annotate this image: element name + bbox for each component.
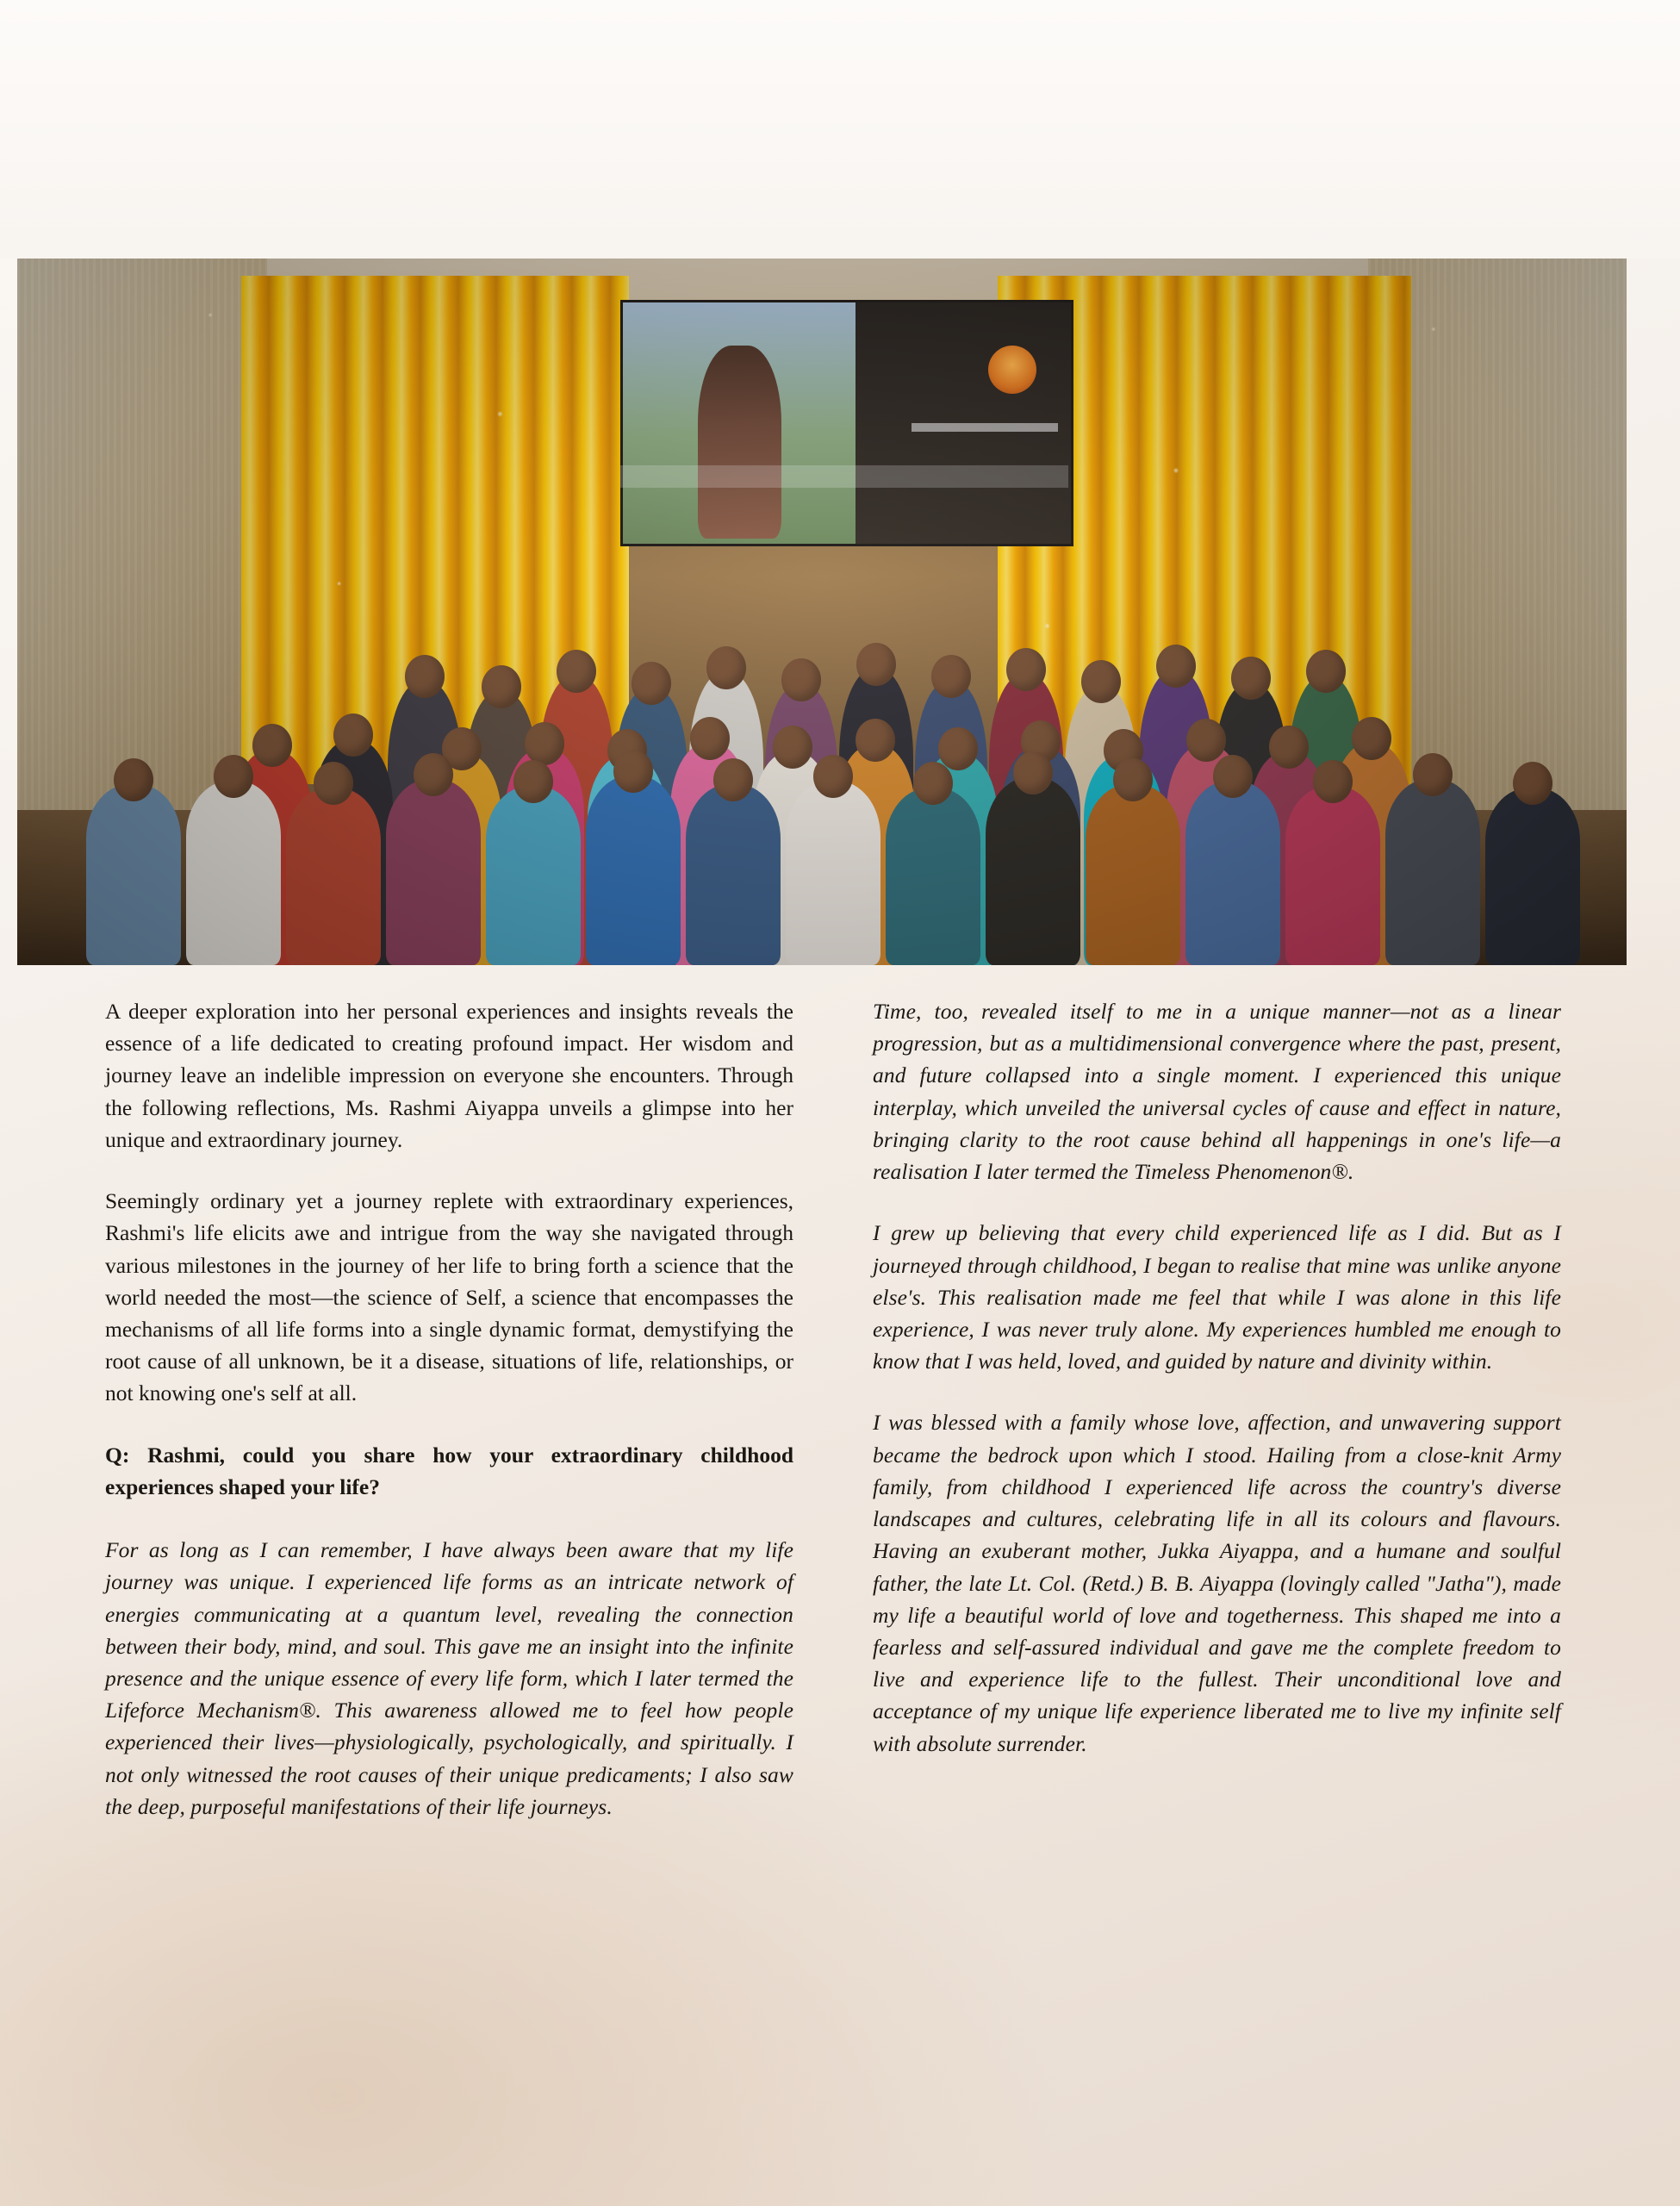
left-text-column: [105, 995, 793, 1852]
paragraph: I was blessed with a family whose love, affection, and unwavering support became the bedrock upon which I stood. Hailing from a close-knit Army family, from childhood I experienced life across the country's diverse landscapes and cultures, celebrating life in all its colours and flavours. Having an exuberant mother, Jukka Aiyappa, and a humane and soulful father, the late Lt. Col. (Retd.) B. B. Aiyappa (lovingly called "Jatha"), made my life a beautiful world of love and togetherness. This shaped me into a fearless and self-assured individual and gave me the complete freedom to live and experience life to the fullest. Their unconditional love and acceptance of my unique life experience liberated me to live my infinite self with absolute surrender.: [873, 1410, 1561, 1756]
paragraph: For as long as I can remember, I have always been aware that my life journey was unique. I experienced life forms as an intricate network of energies communicating at a quantum level, revealing the connection between their body, mind, and soul. This gave me an insight into the infinite presence and the unique essence of every life form, which I later termed the Lifeforce Mechanism®. This awareness allowed me to feel how people experienced their lives—physiologically, psychologically, and spiritually. I not only witnessed the root causes of their unique predicaments; I also saw the deep, purposeful manifestations of their life journeys.: [105, 1537, 793, 1819]
paragraph: I grew up believing that every child experienced life as I did. But as I journeyed through childhood, I began to realise that mine was unlike anyone else's. This realisation made me feel that while I was alone in this life experience, I was never truly alone. My experiences humbled me enough to know that I was held, loved, and guided by nature and divinity within.: [873, 1220, 1561, 1374]
paragraph: A deeper exploration into her personal experiences and insights reveals the essence of a life dedicated to creating profound impact. Her wisdom and journey leave an indelible impression on everyone she encounters. Through the following reflections, Ms. Rashmi Aiyappa unveils a glimpse into her unique and extraordinary journey.: [105, 999, 793, 1152]
article-body: [105, 995, 1561, 1852]
paragraph: Seemingly ordinary yet a journey replete with extraordinary experiences, Rashmi's life elicits awe and intrigue from the way she navigated through various milestones in the journey of her life to bring forth a science that the world needed the most—the science of Self, a science that encompasses the mechanisms of all life forms into a single dynamic format, demystifying the root cause of all unknown, be it a disease, situations of life, relationships, or not knowing one's self at all.: [105, 1188, 793, 1406]
page-top-margin: [0, 0, 1680, 259]
interview-question: Q: Rashmi, could you share how your extraordinary childhood experiences shaped your life?: [105, 1442, 793, 1499]
right-text-column: [873, 995, 1561, 1852]
photo-scene: [17, 259, 1627, 965]
paragraph: Time, too, revealed itself to me in a unique manner—not as a linear progression, but as a multidimensional convergence where the past, present, and future collapsed into a single moment. I experienced this unique interplay, which unveiled the universal cycles of cause and effect in nature, bringing clarity to the root cause behind all happenings in one's life—a realisation I later termed the Timeless Phenomenon®.: [873, 999, 1561, 1185]
brand-flame-icon: [988, 346, 1036, 394]
group-of-participants: [17, 431, 1627, 965]
hero-photograph: [17, 259, 1627, 965]
